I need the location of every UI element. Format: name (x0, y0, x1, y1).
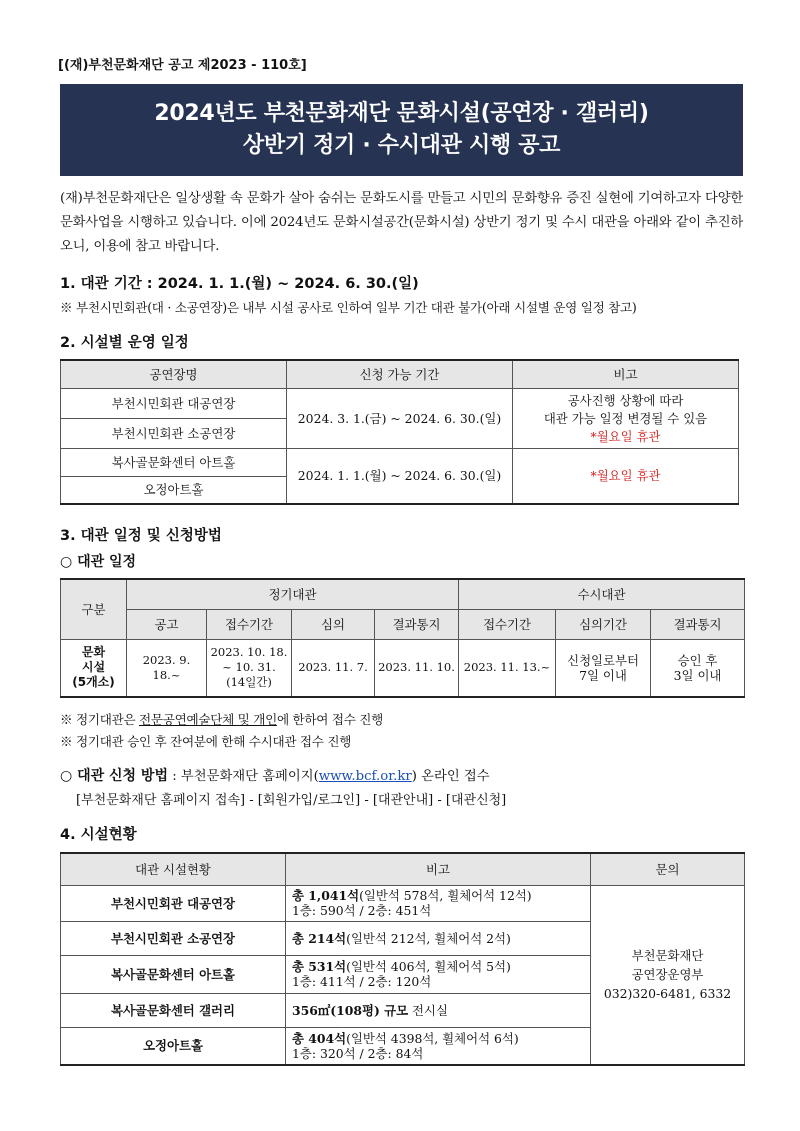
facility-name: 복사골문화센터 갤러리 (61, 993, 286, 1027)
seat-total: 총 404석 (292, 1030, 347, 1046)
section2-heading: 2. 시설별 운영 일정 (60, 335, 189, 351)
subheader-occ-result: 결과통지 (651, 609, 745, 639)
occ-review-cell (556, 639, 651, 697)
subheader-result: 결과통지 (375, 609, 459, 639)
header-gubun: 구분 (61, 579, 127, 639)
facility-name: 부천시민회관 대공연장 (61, 885, 286, 921)
intro-paragraph: (재)부천문화재단은 일상생활 속 문화가 살아 숨쉬는 문화도시를 만들고 시민의 문화향유 증진 실현에 기여하고자 다양한 문화사업을 시행하고 있습니다. 이에 2024년도 문화시설공간(문화시설) 상반기 정기 및 수시 대관을 아래와 같이 추진하오니, 이용에 참고 바랍니다. (60, 191, 743, 254)
remark-a-line1: 공사진행 상황에 따라 (567, 392, 684, 408)
seat-total: 총 214석 (292, 930, 347, 946)
venue-cell: 부천시민회관 소공연장 (61, 418, 287, 448)
header-regular: 정기대관 (127, 579, 459, 609)
occ-result-line1: 승인 후 (677, 652, 718, 668)
seat-total: 총 531석 (292, 959, 347, 974)
schedule-table (60, 359, 739, 505)
row-label (61, 639, 127, 697)
remark-cell-a (513, 388, 739, 448)
remark-a-line2: 대관 가능 일정 변경될 수 있음 (543, 410, 708, 426)
apply-label: ○ 대관 신청 방법 (60, 768, 168, 784)
title-banner (60, 84, 743, 176)
remark-a-line3: *월요일 휴관 (590, 428, 661, 444)
period-cell-b: 2024. 1. 1.(월) ~ 2024. 6. 30.(일) (287, 448, 513, 504)
contact-org: 부천문화재단 (631, 948, 704, 964)
notice-number: [(재)부천문화재단 공고 제2023 - 110호] (58, 58, 307, 73)
apply-post: ) 온라인 접수 (411, 769, 490, 784)
note1-post: 에 한하여 접수 진행 (276, 712, 384, 727)
col-header-period: 신청 가능 기간 (287, 360, 513, 388)
receipt-line1: 2023. 10. 18. (210, 645, 288, 660)
col-header-venue: 공연장명 (61, 360, 287, 388)
receipt-line3: (14일간) (226, 675, 272, 690)
title-line-1: 2024년도 부천문화재단 문화시설(공연장 · 갤러리) (154, 101, 649, 126)
seat-detail: (일반석 578석, 휠체어석 12석) (359, 888, 532, 903)
announce-cell: 2023. 9. 18.~ (127, 639, 207, 697)
apply-pre: : 부천문화재단 홈페이지( (167, 769, 319, 784)
subheader-receipt: 접수기간 (207, 609, 292, 639)
receipt-line2: ~ 10. 31. (222, 660, 276, 675)
occ-result-line2: 3일 이내 (673, 667, 722, 683)
receipt-cell (207, 639, 292, 697)
remark-cell-b: *월요일 휴관 (513, 448, 739, 504)
period-cell-a: 2024. 3. 1.(금) ~ 2024. 6. 30.(일) (287, 388, 513, 448)
col-header-remark: 비고 (513, 360, 739, 388)
row-label-line3: (5개소) (72, 675, 115, 690)
section1-heading: 1. 대관 기간 : 2024. 1. 1.(월) ~ 2024. 6. 30.(일) (60, 276, 419, 292)
row-label-line2: 시설 (81, 660, 106, 675)
facility-name: 오정아트홀 (61, 1027, 286, 1065)
apply-method (60, 765, 490, 785)
facility-remark (286, 955, 591, 993)
venue-cell: 오정아트홀 (61, 476, 287, 504)
note1-pre: ※ 정기대관은 (60, 712, 140, 727)
review-cell: 2023. 11. 7. (292, 639, 375, 697)
facility-remark (286, 885, 591, 921)
header-occasional: 수시대관 (459, 579, 745, 609)
venue-cell: 부천시민회관 대공연장 (61, 388, 287, 418)
occ-receipt-cell: 2023. 11. 13.~ (459, 639, 556, 697)
seat-detail: (일반석 212석, 휠체어석 2석) (346, 930, 511, 946)
contact-dept: 공연장운영부 (631, 967, 704, 983)
seat-floors: 1층: 320석 / 2층: 84석 (292, 1045, 424, 1061)
rental-schedule-table (60, 578, 745, 698)
subheader-review: 심의 (292, 609, 375, 639)
facility-table (60, 852, 745, 1066)
col-header-facility: 대관 시설현황 (61, 853, 286, 885)
section3-heading: 3. 대관 일정 및 신청방법 (60, 528, 222, 544)
result-cell: 2023. 11. 10. (375, 639, 459, 697)
seat-detail: (일반석 406석, 휠체어석 5석) (346, 959, 511, 974)
contact-phone: 032)320-6481, 6332 (603, 986, 732, 1002)
seat-floors: 1층: 411석 / 2층: 120석 (292, 974, 432, 989)
section4-heading: 4. 시설현황 (60, 827, 137, 843)
occ-result-cell (651, 639, 745, 697)
rental-schedule-subheading: ○ 대관 일정 (60, 554, 137, 570)
gallery-size: 356㎡(108평) 규모 (292, 1002, 409, 1018)
gallery-detail: 전시실 (408, 1002, 448, 1018)
facility-name: 복사골문화센터 아트홀 (61, 955, 286, 993)
facility-remark (286, 921, 591, 955)
homepage-link[interactable]: www.bcf.or.kr (318, 769, 412, 784)
title-line-2: 상반기 정기 · 수시대관 시행 공고 (242, 133, 561, 158)
occ-review-line2: 7일 이내 (579, 667, 627, 683)
subheader-occ-review: 심의기간 (556, 609, 651, 639)
facility-remark (286, 993, 591, 1027)
col-header-contact: 문의 (591, 853, 745, 885)
subheader-announce: 공고 (127, 609, 207, 639)
contact-cell (591, 885, 745, 1065)
apply-path: [부천문화재단 홈페이지 접속] - [회원가입/로그인] - [대관안내] - [대관신청] (76, 793, 507, 808)
seat-detail: (일반석 4398석, 휠체어석 6석) (346, 1030, 519, 1046)
subheader-occ-receipt: 접수기간 (459, 609, 556, 639)
regular-rental-note (60, 709, 383, 728)
seat-floors: 1층: 590석 / 2층: 451석 (292, 903, 432, 918)
facility-remark (286, 1027, 591, 1065)
seat-total: 총 1,041석 (292, 888, 360, 903)
row-label-line1: 문화 (81, 645, 106, 660)
note1-underlined: 전문공연예술단체 및 개인 (139, 712, 277, 727)
occasional-rental-note: ※ 정기대관 승인 후 잔여분에 한해 수시대관 접수 진행 (60, 734, 352, 749)
section1-note: ※ 부천시민회관(대 · 소공연장)은 내부 시설 공사로 인하여 일부 기간 대관 불가(아래 시설별 운영 일정 참고) (60, 300, 637, 315)
venue-cell: 복사골문화센터 아트홀 (61, 448, 287, 476)
facility-name: 부천시민회관 소공연장 (61, 921, 286, 955)
occ-review-line1: 신청일로부터 (567, 652, 639, 668)
col-header-remark: 비고 (286, 853, 591, 885)
